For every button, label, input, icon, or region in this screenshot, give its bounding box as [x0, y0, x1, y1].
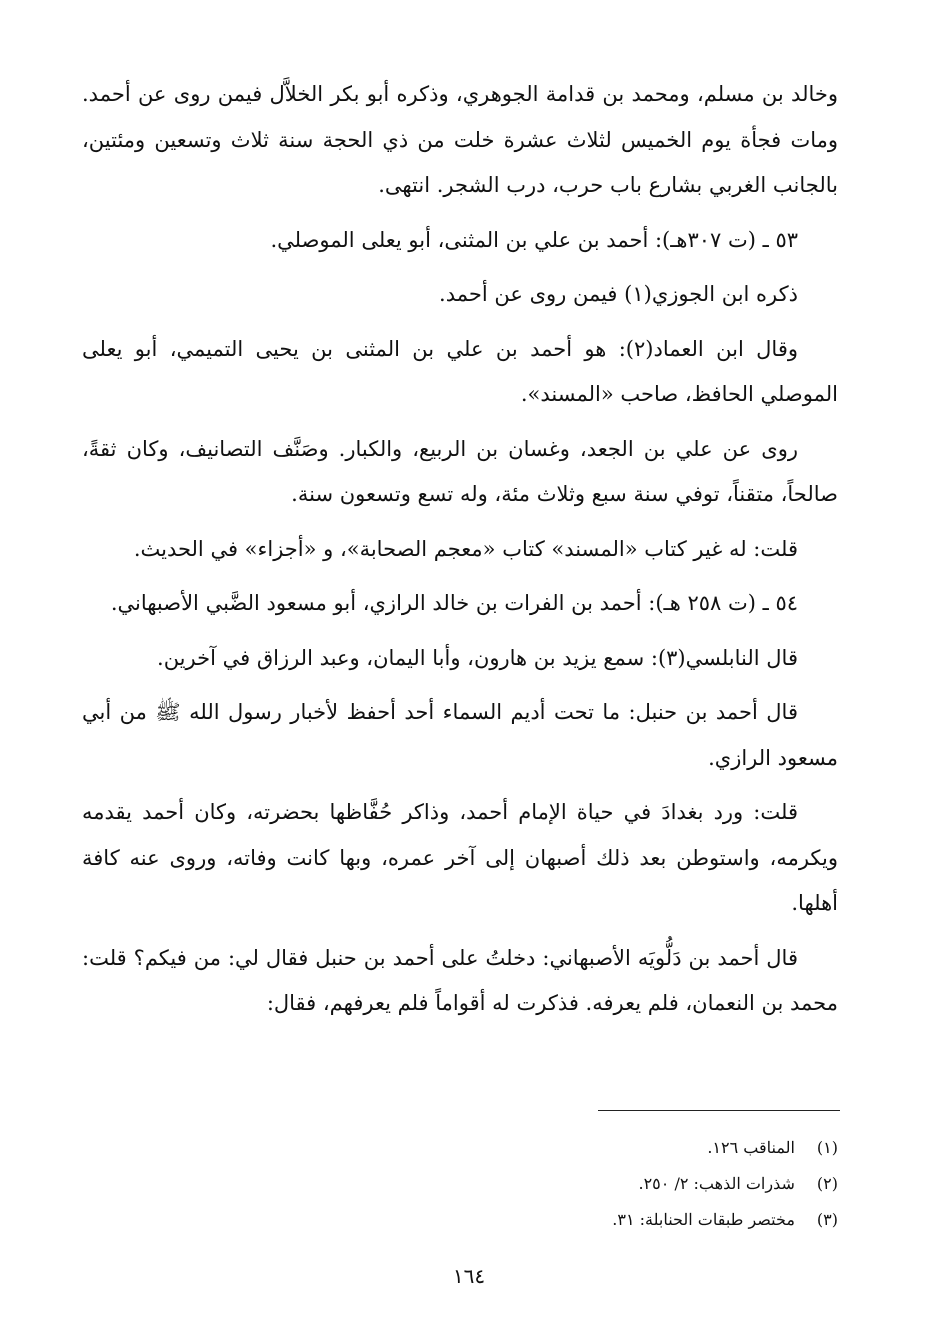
- footnote-text: مختصر طبقات الحنابلة: ٣١.: [612, 1210, 795, 1229]
- footnote-item: [82, 1130, 838, 1166]
- footnote-number: (٣): [816, 1210, 838, 1229]
- footnote-number: (٢): [816, 1174, 838, 1193]
- footnote-item: [82, 1202, 838, 1238]
- entry-heading-53: ٥٣ ـ (ت ٣٠٧هـ): أحمد بن علي بن المثنى، أبو يعلى الموصلي.: [270, 227, 798, 252]
- paragraph: قال أحمد بن حنبل: ما تحت أديم السماء أحد أحفظ لأخبار رسول الله ﷺ من أبي مسعود الرازي.: [82, 700, 838, 770]
- paragraph: قلت: له غير كتاب «المسند» كتاب «معجم الصحابة»، و «أجزاء» في الحديث.: [133, 536, 798, 561]
- footnote-item: [82, 1166, 838, 1202]
- footnotes: [82, 1130, 838, 1238]
- footnote-text: شذرات الذهب: ٢/ ٢٥٠.: [638, 1174, 795, 1193]
- paragraph: ذكره ابن الجوزي(١) فيمن روى عن أحمد.: [439, 282, 798, 306]
- main-text: [82, 72, 838, 1036]
- entry-heading-54: ٥٤ ـ (ت ٢٥٨ هـ): أحمد بن الفرات بن خالد الرازي، أبو مسعود الضَّبي الأصبهاني.: [110, 591, 798, 615]
- paragraph: قال أحمد بن دَلُّويَه الأصبهاني: دخلتُ على أحمد بن حنبل فقال لي: من فيكم؟ قلت: محمد بن النعمان، فلم يعرفه. فذكرت له أقواماً فلم يعرفهم، فقال:: [82, 945, 838, 1015]
- footnote-number: (١): [816, 1138, 838, 1157]
- paragraph: قلت: ورد بغدادَ في حياة الإمام أحمد، وذاكر حُفَّاظها بحضرته، وكان أحمد يقدمه ويكرمه، واستوطن بعد ذلك أصبهان إلى آخر عمره، وبها كانت وفاته، وروى عنه كافة أهلها.: [82, 800, 838, 915]
- paragraph: وقال ابن العماد(٢): هو أحمد بن علي بن المثنى بن يحيى التميمي، أبو يعلى الموصلي الحافظ، صاحب «المسند».: [82, 336, 838, 406]
- footnote-text: المناقب ١٢٦.: [707, 1138, 795, 1157]
- paragraph: روى عن علي بن الجعد، وغسان بن الربيع، والكبار. وصَنَّف التصانيف، وكان ثقةً، صالحاً، متقناً، توفي سنة سبع وثلاث مئة، وله تسع وتسعون سنة.: [82, 436, 838, 506]
- paragraph: وخالد بن مسلم، ومحمد بن قدامة الجوهري، وذكره أبو بكر الخلاَّل فيمن روى عن أحمد. ومات فجأة يوم الخميس لثلاث عشرة خلت من ذي الحجة سنة ثلاث وتسعين ومئتين، بالجانب الغربي بشارع باب حرب، درب الشجر. انتهى.: [82, 82, 838, 197]
- footnote-divider: [598, 1110, 840, 1111]
- page-number: ١٦٤: [452, 1264, 486, 1288]
- paragraph: قال النابلسي(٣): سمع يزيد بن هارون، وأبا اليمان، وعبد الرزاق في آخرين.: [157, 645, 798, 670]
